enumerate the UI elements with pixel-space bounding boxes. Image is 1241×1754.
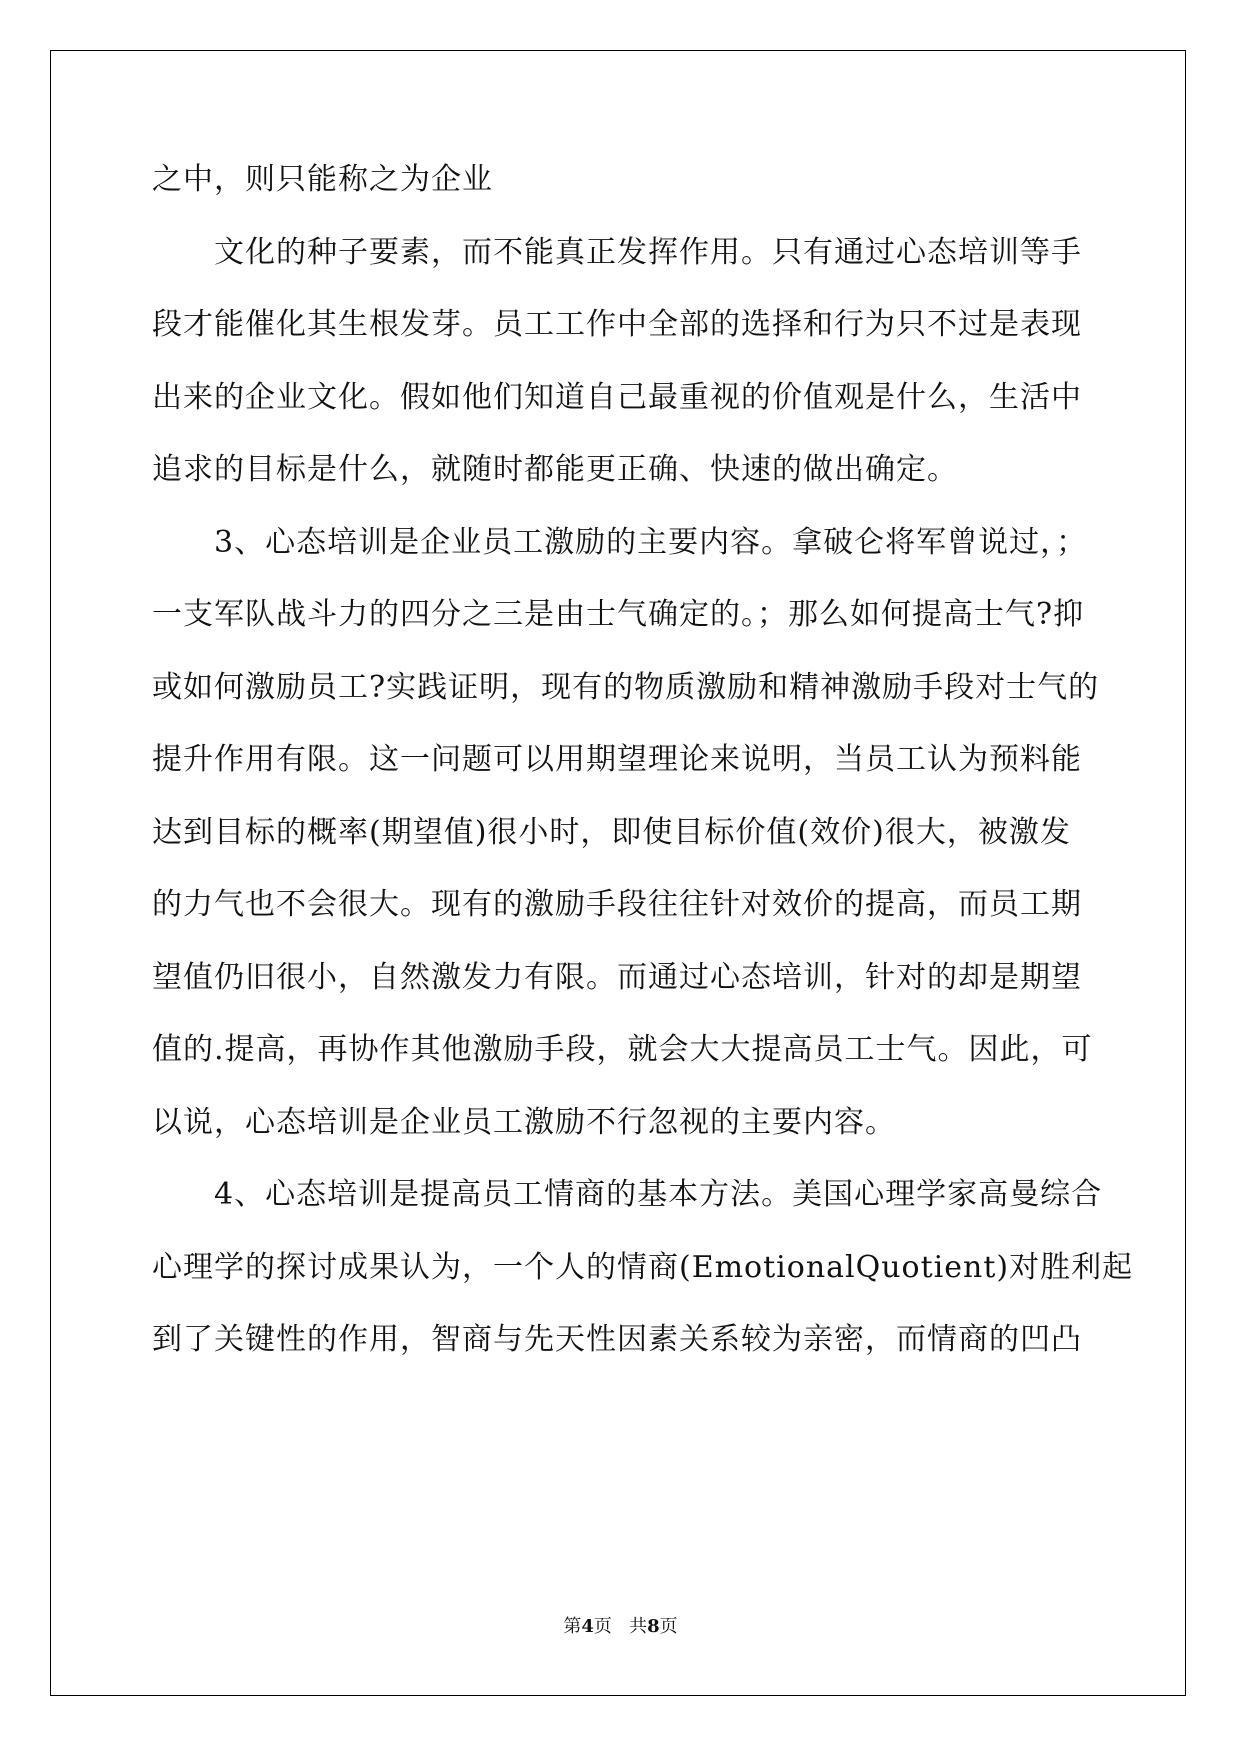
text-line: 值的.提高，再协作其他激励手段，就会大大提高员工士气。因此，可: [152, 1032, 1093, 1067]
text-line: 心理学的探讨成果认为，一个人的情商(EmotionalQuotient)对胜利起: [152, 1250, 1134, 1285]
text-line: 出来的企业文化。假如他们知道自己最重视的价值观是什么，生活中: [152, 380, 1082, 415]
text-line: 以说，心态培训是企业员工激励不行忽视的主要内容。: [152, 1105, 896, 1140]
page-footer: [0, 1612, 1241, 1638]
text-line: 的力气也不会很大。现有的激励手段往往针对效价的提高，而员工期: [152, 887, 1082, 922]
page-border: [50, 50, 1186, 1696]
text-line: 或如何激励员工?实践证明，现有的物质激励和精神激励手段对士气的: [152, 670, 1100, 705]
text-line: 之中，则只能称之为企业: [152, 162, 493, 197]
footer-total-suffix: 页: [659, 1616, 678, 1637]
text-line: 段才能催化其生根发芽。员工工作中全部的选择和行为只不过是表现: [152, 307, 1082, 342]
footer-total-prefix: 共: [629, 1616, 648, 1637]
text-line: 达到目标的概率(期望值)很小时，即使目标价值(效价)很大，被激发: [152, 815, 1071, 850]
text-line: 3、心态培训是企业员工激励的主要内容。拿破仑将军曾说过，；: [214, 525, 1088, 560]
text-line: 提升作用有限。这一问题可以用期望理论来说明，当员工认为预料能: [152, 742, 1082, 777]
text-line: 文化的种子要素，而不能真正发挥作用。只有通过心态培训等手: [214, 235, 1082, 270]
text-line: 追求的目标是什么，就随时都能更正确、快速的做出确定。: [152, 452, 958, 487]
footer-prefix: 第: [563, 1616, 582, 1637]
text-line: 到了关键性的作用，智商与先天性因素关系较为亲密，而情商的凹凸: [152, 1322, 1082, 1357]
text-line: 望值仍旧很小，自然激发力有限。而通过心态培训，针对的却是期望: [152, 960, 1082, 995]
current-page-number: 4: [581, 1616, 594, 1637]
text-line: 4、心态培训是提高员工情商的基本方法。美国心理学家高曼综合: [214, 1177, 1103, 1212]
total-pages-number: 8: [647, 1616, 660, 1637]
footer-page-suffix: 页: [593, 1616, 612, 1637]
text-line: 一支军队战斗力的四分之三是由士气确定的。；那么如何提高士气?抑: [152, 597, 1085, 632]
